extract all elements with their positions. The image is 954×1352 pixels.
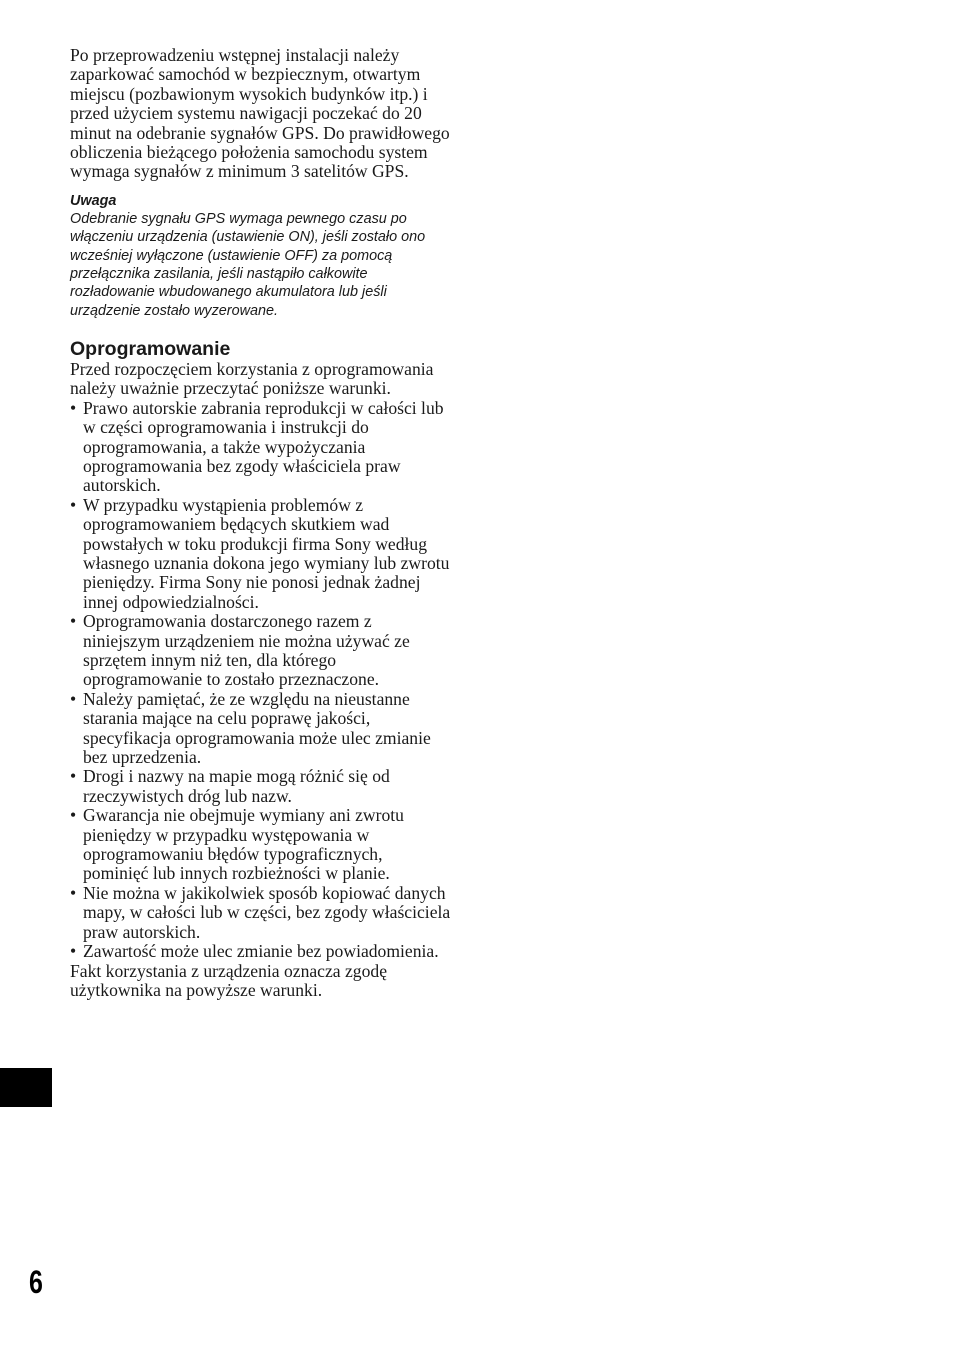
list-item-text: Nie można w jakikolwiek sposób kopiować danych mapy, w całości lub w części, bez zgody właściciela praw autorskich. [83, 882, 451, 942]
bullet-icon: • [70, 805, 77, 826]
section-heading-software: Oprogramowanie [70, 337, 231, 360]
list-item [70, 884, 452, 942]
list-item-text: Oprogramowania dostarczonego razem z niniejszym urządzeniem nie można używać ze sprzętem innym niż ten, dla którego oprogramowanie to zostało przeznaczone. [83, 611, 410, 690]
bullet-icon: • [70, 397, 77, 418]
note-title: Uwaga [70, 192, 117, 209]
bullet-icon: • [70, 882, 77, 903]
bullet-icon: • [70, 611, 77, 632]
intro-paragraph: Po przeprowadzeniu wstępnej instalacji należy zaparkować samochód w bezpiecznym, otwartym miejscu (pozbawionym wysokich budynków itp.) i przed użyciem systemu nawigacji poczekać do 20 minut na odebranie sygnałów GPS. Do prawidłowego obliczenia bieżącego położenia samochodu system wymaga sygnałów z minimum 3 satelitów GPS. [70, 45, 450, 182]
list-item-text: Gwarancja nie obejmuje wymiany ani zwrotu pieniędzy w przypadku występowania w oprogramowaniu błędów typograficznych, pominięć lub innych rozbieżności w planie. [83, 805, 404, 884]
list-item-text: Należy pamiętać, że ze względu na nieustanne starania mające na celu poprawę jakości, specyfikacja oprogramowania może ulec zmianie bez uprzedzenia. [83, 688, 431, 768]
section-intro: Przed rozpoczęciem korzystania z oprogramowania należy uważnie przeczytać poniższe warunki. [70, 358, 434, 399]
terms-list [70, 399, 452, 962]
list-item-text: Prawo autorskie zabrania reprodukcji w całości lub w części oprogramowania i instrukcji do oprogramowania, a także wypożyczania oprogramowania bez zgody właściciela praw autorskich. [83, 397, 444, 496]
bullet-icon: • [70, 688, 77, 709]
bullet-icon: • [70, 941, 77, 962]
list-item [70, 399, 452, 496]
closing-paragraph: Fakt korzystania z urządzenia oznacza zgodę użytkownika na powyższe warunki. [70, 960, 388, 1000]
list-item [70, 767, 452, 806]
list-item [70, 942, 452, 961]
note-block [70, 192, 452, 320]
note-body: Odebranie sygnału GPS wymaga pewnego czasu po włączeniu urządzenia (ustawienie ON), jeśli zostało ono wcześniej wyłączone (ustawienie OFF) za pomocą przełącznika zasilania, jeśli nastąpiło całkowite rozładowanie wbudowanego akumulatora lub jeśli urządzenie zostało wyzerowane. [70, 211, 426, 319]
list-item [70, 690, 452, 768]
list-item-text: Drogi i nazwy na mapie mogą różnić się od rzeczywistych dróg lub nazw. [83, 766, 390, 806]
text-column [70, 46, 452, 1000]
bullet-icon: • [70, 766, 77, 787]
list-item [70, 612, 452, 690]
list-item [70, 806, 452, 884]
language-side-tab [0, 1068, 52, 1107]
list-item-text: W przypadku wystąpienia problemów z oprogramowaniem będących skutkiem wad powstałych w toku produkcji firma Sony według własnego uznania dokona jego wymiany lub zwrotu pieniędzy. Firma Sony nie ponosi jednak żadnej innej odpowiedzialności. [83, 494, 450, 612]
page-number: 6 [29, 1264, 43, 1300]
list-item [70, 496, 452, 612]
bullet-icon: • [70, 494, 77, 515]
list-item-text: Zawartość może ulec zmianie bez powiadomienia. [83, 941, 439, 962]
